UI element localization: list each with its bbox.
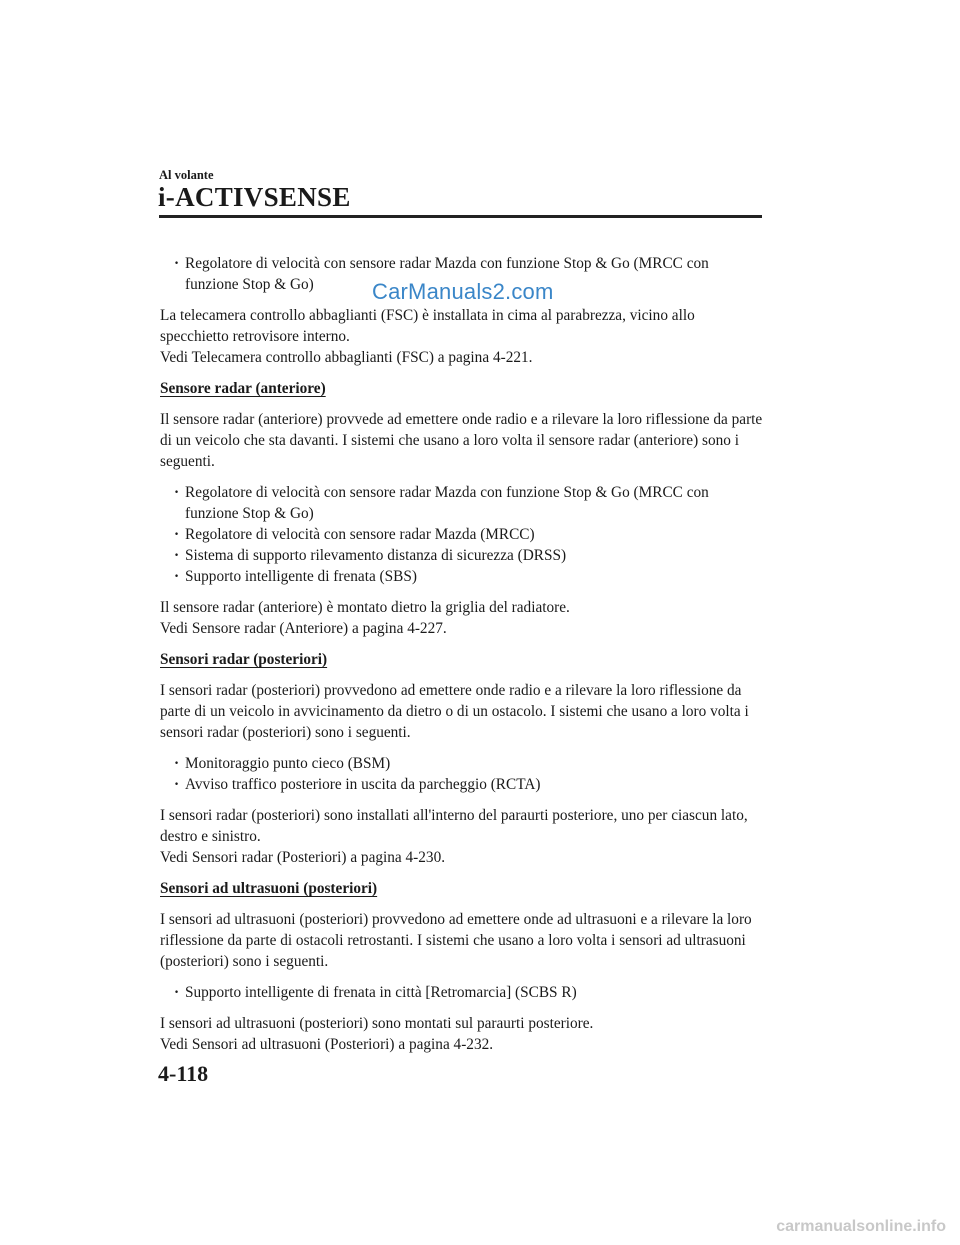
header-divider: [159, 215, 762, 218]
bullet-item: · Supporto intelligente di frenata in città [Retromarcia] (SCBS R): [160, 982, 765, 1003]
paragraph-line: La telecamera controllo abbaglianti (FSC) è installata in cima al parabrezza, vicino allo specchietto retrovisore interno.: [160, 307, 695, 345]
section-label: Al volante: [159, 168, 214, 182]
paragraph-line: Vedi Telecamera controllo abbaglianti (FSC) a pagina 4-221.: [160, 349, 533, 366]
chapter-title: i-ACTIVSENSE: [158, 182, 351, 212]
paragraph-line: I sensori radar (posteriori) provvedono ad emettere onde radio e a rilevare la loro riflessione da parte di un veicolo in avvicinamento da dietro o di un ostacolo. I sistemi che usano a loro volta i sensori radar (posteriori) sono i seguenti.: [160, 682, 749, 741]
bullet-item: · Sistema di supporto rilevamento distanza di sicurezza (DRSS): [160, 545, 765, 566]
paragraph: [160, 680, 765, 743]
section-heading: Sensori radar (posteriori): [160, 651, 328, 668]
bullet-item: · Regolatore di velocità con sensore radar Mazda con funzione Stop & Go (MRCC con funzione Stop & Go): [160, 253, 765, 295]
bullet-item: · Monitoraggio punto cieco (BSM): [160, 753, 765, 774]
paragraph-line: Il sensore radar (anteriore) è montato dietro la griglia del radiatore.: [160, 599, 570, 616]
paragraph-line: Il sensore radar (anteriore) provvede ad emettere onde radio e a rilevare la loro riflessione da parte di un veicolo che sta davanti. I sistemi che usano a loro volta il sensore radar (anteriore) sono i seguenti.: [160, 411, 763, 470]
paragraph-line: Vedi Sensori radar (Posteriori) a pagina 4-230.: [160, 849, 446, 866]
bullet-item: · Avviso traffico posteriore in uscita da parcheggio (RCTA): [160, 774, 765, 795]
bullet-item: · Regolatore di velocità con sensore radar Mazda con funzione Stop & Go (MRCC con funzione Stop & Go): [160, 482, 765, 524]
paragraph: [160, 1013, 765, 1055]
page-content: [160, 253, 765, 1065]
paragraph: [160, 805, 765, 868]
paragraph: [160, 909, 765, 972]
page-number: 4-118: [158, 1061, 209, 1086]
paragraph: [160, 597, 765, 639]
paragraph-line: I sensori radar (posteriori) sono installati all'interno del paraurti posteriore, uno per ciascun lato, destro e sinistro.: [160, 807, 748, 845]
paragraph-line: Vedi Sensore radar (Anteriore) a pagina 4-227.: [160, 620, 447, 637]
paragraph-line: I sensori ad ultrasuoni (posteriori) sono montati sul paraurti posteriore.: [160, 1015, 594, 1032]
bullet-item: · Supporto intelligente di frenata (SBS): [160, 566, 765, 587]
paragraph-line: I sensori ad ultrasuoni (posteriori) provvedono ad emettere onde ad ultrasuoni e a rilevare la loro riflessione da parte di ostacoli retrostanti. I sistemi che usano a loro volta i sensori ad ultrasuoni (posteriori) sono i seguenti.: [160, 911, 752, 970]
section-heading: Sensore radar (anteriore): [160, 380, 326, 397]
section-heading: Sensori ad ultrasuoni (posteriori): [160, 880, 378, 897]
watermark-link[interactable]: CarManuals2.com: [372, 279, 554, 304]
bullet-list: [160, 753, 765, 795]
paragraph: [160, 409, 765, 472]
paragraph: [160, 305, 765, 368]
bullet-list: [160, 482, 765, 587]
footer-site-watermark: carmanualsonline.info: [776, 1218, 946, 1235]
bullet-list: [160, 982, 765, 1003]
paragraph-line: Vedi Sensori ad ultrasuoni (Posteriori) a pagina 4-232.: [160, 1036, 494, 1053]
bullet-item: · Regolatore di velocità con sensore radar Mazda (MRCC): [160, 524, 765, 545]
